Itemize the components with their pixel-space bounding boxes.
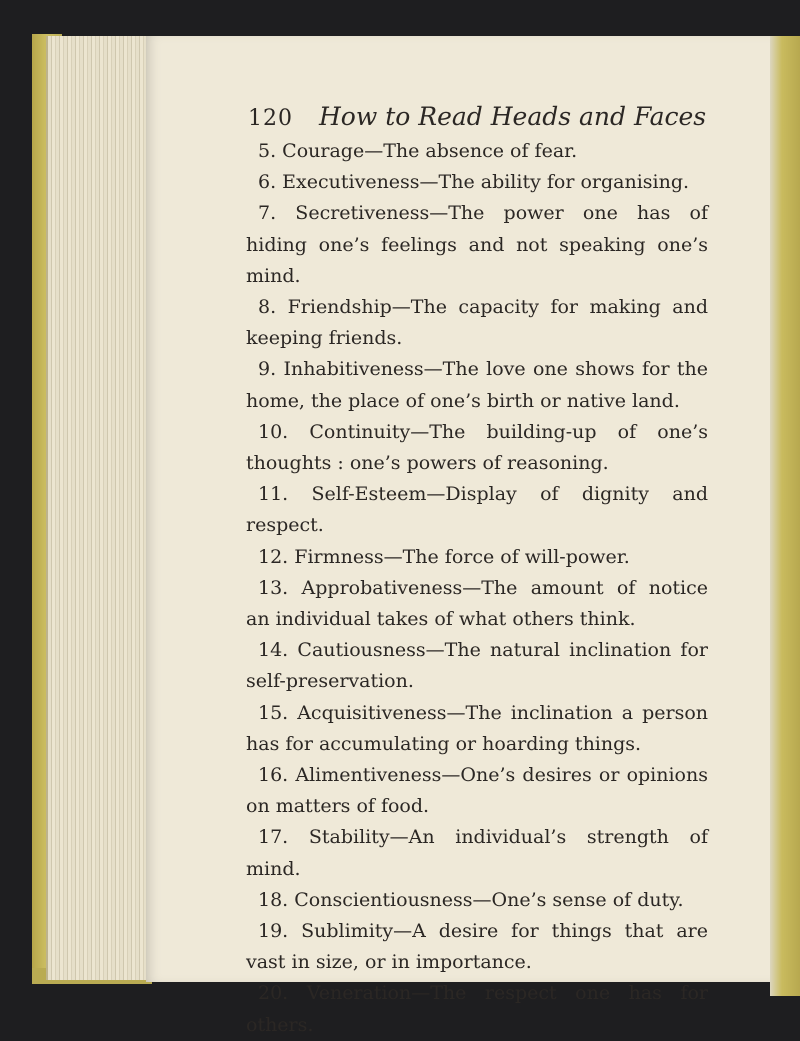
list-item: 16. Alimentiveness—One’s desires or opinions on matters of food. [246, 764, 708, 818]
book-page [146, 36, 770, 1036]
list-item: 17. Stability—An individual’s strength of mind. [246, 826, 708, 880]
page-number: 120 [248, 106, 293, 131]
list-item: 8. Friendship—The capacity for making and keeping friends. [246, 296, 708, 350]
list-item: 14. Cautiousness—The natural inclination for self-preservation. [246, 639, 708, 693]
list-item: 19. Sublimity—A desire for things that are vast in size, or in importance. [246, 920, 708, 974]
list-item: 6. Executiveness—The ability for organising. [258, 171, 690, 194]
list-item: 9. Inhabitiveness—The love one shows for the home, the place of one’s birth or native land. [246, 358, 708, 412]
list-item: 13. Approbativeness—The amount of notice an individual takes of what others think. [246, 576, 708, 631]
list-item: 11. Self-Esteem—Display of dignity and respect. [246, 483, 708, 537]
page-edges [46, 36, 152, 980]
list-item: 10. Continuity—The building-up of one’s thoughts : one’s powers of reasoning. [246, 420, 708, 475]
body-text [246, 136, 708, 1041]
list-item: 20. Veneration—The respect one has for others. [246, 982, 708, 1036]
list-item: 18. Conscientiousness—One’s sense of duty. [258, 888, 684, 911]
list-item: 15. Acquisitiveness—The inclination a person has for accumulating or hoarding things. [246, 701, 708, 755]
page-header [248, 102, 706, 138]
list-item: 7. Secretiveness—The power one has of hiding one’s feelings and not speaking one’s mind. [246, 202, 708, 287]
list-item: 5. Courage—The absence of fear. [258, 140, 578, 162]
book-cover-right [770, 36, 800, 996]
list-item: 12. Firmness—The force of will-power. [258, 545, 630, 568]
running-title: How to Read Heads and Faces [319, 102, 707, 131]
